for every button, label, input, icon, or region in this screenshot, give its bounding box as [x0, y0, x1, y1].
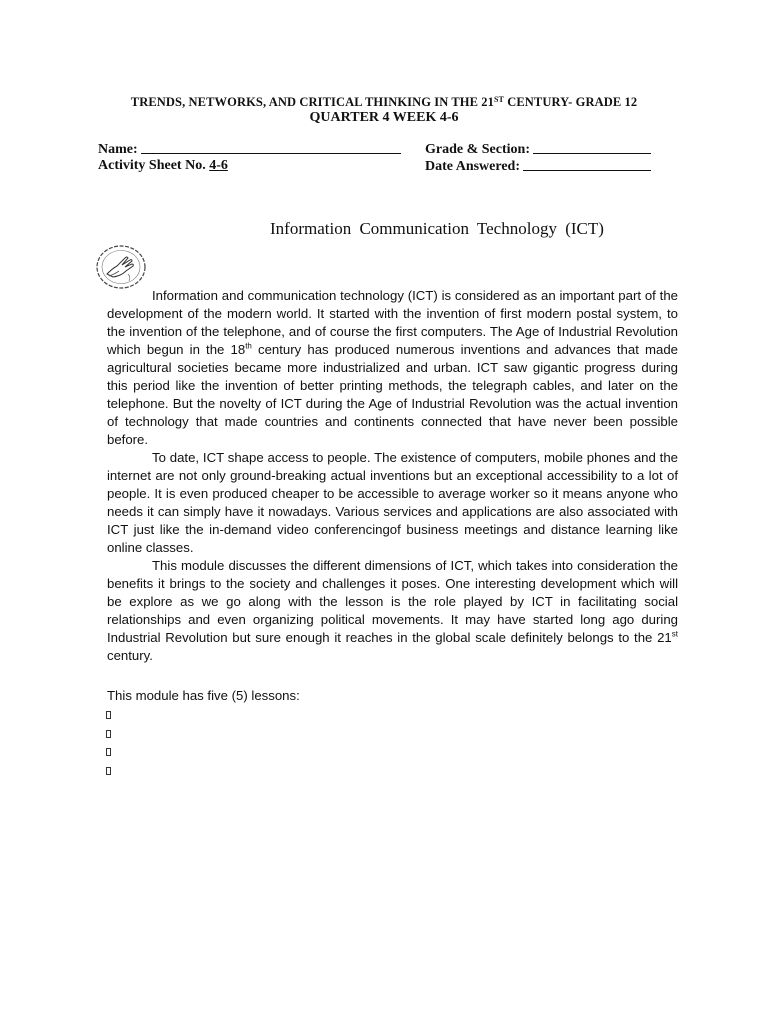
activity-sheet-label: Activity Sheet No.	[98, 158, 206, 173]
name-field	[98, 141, 401, 158]
date-answered-label: Date Answered:	[425, 159, 521, 174]
paragraph-3: This module discusses the different dimensions of ICT, which takes into consideration the benefits it brings to the society and challenges it poses. One interesting development which will be explore as we go along with the lesson is the role played by ICT in facilitating social relationships and even organizing political movements. It may have started long ago during Industrial Revolution but sure enough it reaches in the global scale definitely belongs to the 21st century.	[107, 558, 678, 663]
hand-seal-logo-icon	[95, 244, 147, 290]
name-label: Name:	[98, 142, 138, 157]
course-title-text: TRENDS, NETWORKS, AND CRITICAL THINKING IN THE 21	[130, 95, 494, 109]
document-title: Information Communication Technology (ICT)	[270, 219, 604, 238]
grade-section-blank-line[interactable]	[533, 141, 651, 154]
course-title-superscript: ST	[494, 95, 504, 104]
missing-glyph-box-icon	[106, 767, 111, 775]
module-introduction	[107, 287, 678, 665]
date-answered-field	[425, 158, 651, 175]
date-answered-blank-line[interactable]	[523, 158, 651, 171]
activity-sheet-field	[98, 158, 228, 174]
paragraph-1: Information and communication technology (ICT) is considered as an important part of the development of the modern world. It started with the invention of first modern postal system, to the invention of the telephone, and of course the first computers. The Age of Industrial Revolution which begun in the 18th century has produced numerous inventions and advances that made agricultural societies became more industrialized and urban. ICT saw gigantic progress during this period like the invention of better printing methods, the telegraph cables, and later on the telephone. But the novelty of ICT during the Age of Industrial Revolution was the actual invention of technology that made countries and continents connected that have never been possible before.	[107, 288, 678, 447]
activity-sheet-number: 4-6	[209, 158, 228, 173]
missing-glyph-box-icon	[106, 711, 111, 719]
grade-section-label: Grade & Section:	[425, 142, 530, 157]
lessons-list	[106, 708, 111, 782]
list-item	[106, 727, 111, 746]
missing-glyph-box-icon	[106, 748, 111, 756]
name-blank-line[interactable]	[141, 141, 401, 154]
list-item	[106, 708, 111, 727]
course-title-suffix: CENTURY- GRADE 12	[504, 95, 638, 109]
quarter-week-heading: QUARTER 4 WEEK 4-6	[309, 110, 459, 125]
missing-glyph-box-icon	[106, 730, 111, 738]
list-item	[106, 745, 111, 764]
list-item	[106, 764, 111, 783]
paragraph-2: To date, ICT shape access to people. The existence of computers, mobile phones and the internet are not only ground-breaking actual inventions but an exceptional accessibility to a lot of people. It is even produced cheaper to be accessible to average worker so it means anyone who needs it can simply have it nowadays. Various services and applications are also associated with ICT just like the in-demand video conferencingof business meetings and distance learning like online classes.	[107, 450, 678, 555]
lessons-intro: This module has five (5) lessons:	[107, 688, 300, 703]
course-title	[0, 95, 768, 110]
grade-section-field	[425, 141, 651, 158]
